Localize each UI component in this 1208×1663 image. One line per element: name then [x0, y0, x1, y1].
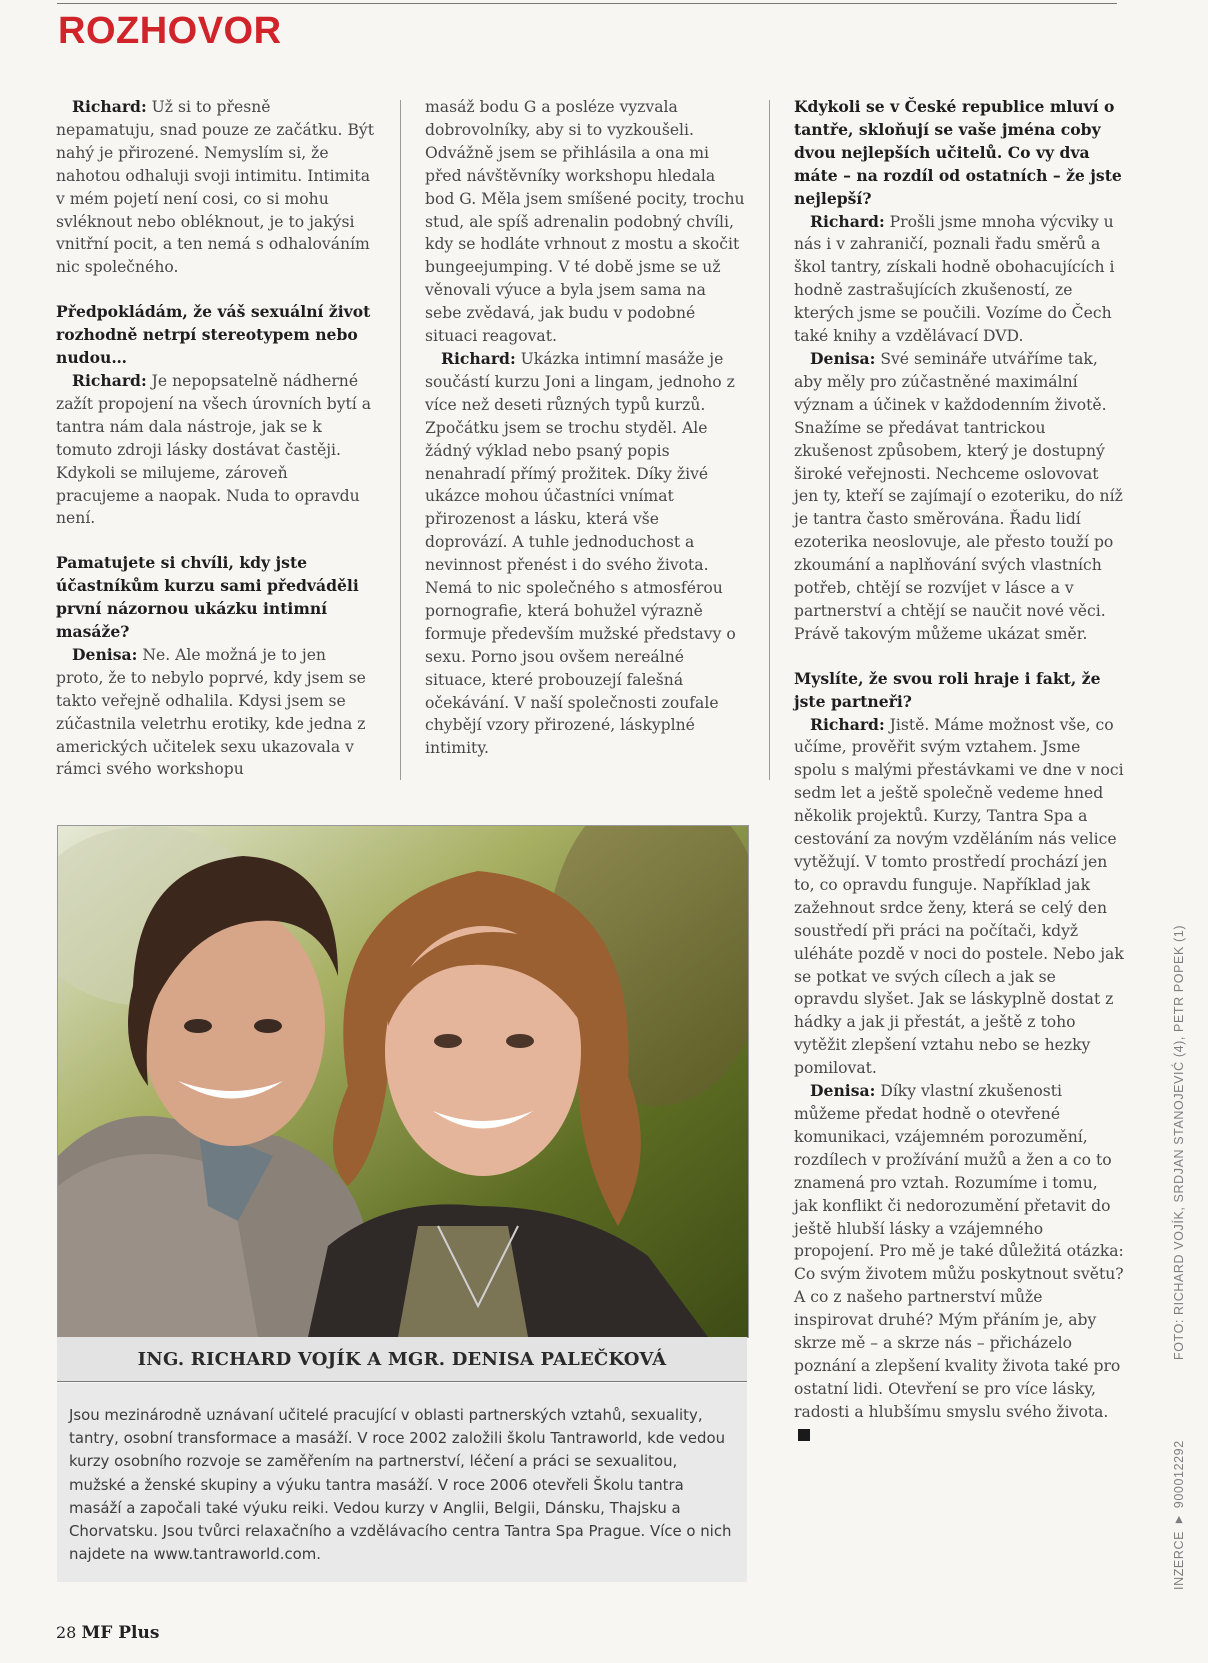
photo-credit: FOTO: RICHARD VOJÍK, SRDJAN STANOJEVIĆ (4), PETR POPEK (1) [1172, 924, 1186, 1360]
photo-caption-title: ING. RICHARD VOJÍK A MGR. DENISA PALEČKOVÁ [137, 1348, 667, 1370]
top-rule [57, 3, 1117, 4]
answer-text: Své semináře utváříme tak, aby měly pro zúčastněné maximální význam a účinek v každodenním životě. Snažíme se předávat tantrickou zkušenost způsobem, který je dostupný široké veřejnosti. Nechceme oslovovat jen ty, kteří se zajímají o ezoteriku, do níž je tantra často směrována. Řadu lidí ezoterika neoslovuje, ale přesto touží po zkoumání a naplňování svých vlastních potřeb, chtějí se rozvíjet v lásce a v partnerství a chtějí se naučit nové věci. Právě takovým můžeme ukázat směr. [794, 349, 1123, 643]
interview-question: Předpokládám, že váš sexuální život rozhodně netrpí stereotypem nebo nudou… [56, 302, 371, 368]
article-column-2 [425, 96, 745, 760]
column-divider [400, 100, 401, 780]
speaker-label: Richard: [72, 370, 147, 390]
answer-paragraph: masáž bodu G a posléze vyzvala dobrovolníky, aby si to vyzkoušeli. Odvážně jsem se přihlásila a ona mi před návštěvníky workshopu hledala bod G. Měla jsem smíšené pocity, trochu stud, ale spíš adrenalin podobný chvíli, kdy se hodláte vrhnout z mostu a skočit bungeejumping. V té době jsme se už věnovali výuce a byla jsem sama na sebe zvědavá, jak budu v podobné situaci reagovat. [425, 98, 745, 346]
answer-text: Už si to přesně nepamatuju, snad pouze ze začátku. Být nahý je přirozené. Nemyslím si, že nahotou odhaluji svoji intimitu. Intimita v mém pojetí není cosi, co si mohu svléknout nebo obléknout, je to jakýsi vnitřní pocit, a ten nemá s odhalováním nic společného. [56, 98, 374, 277]
speaker-label: Richard: [441, 348, 516, 368]
end-of-article-mark [798, 1429, 810, 1441]
answer-text: Ne. Ale možná je to jen proto, že to nebylo poprvé, kdy jsem se takto veřejně odhalila. Kdysi jsem se zúčastnila veletrhu erotiky, kde jedna z amerických učitelek sexu ukazovala v rámci svého workshopu [56, 645, 366, 779]
speaker-label: Denisa: [72, 644, 138, 664]
interview-question: Myslíte, že svou roli hraje i fakt, že jste partneři? [794, 668, 1101, 711]
speaker-label: Richard: [810, 714, 885, 734]
answer-paragraph [56, 370, 374, 530]
answer-paragraph [794, 211, 1124, 348]
speaker-label: Richard: [72, 97, 147, 116]
answer-paragraph [794, 348, 1124, 646]
interview-question: Kdykoli se v České republice mluví o tantře, skloňují se vaše jména coby dvou nejlepších učitelů. Co vy dva máte – na rozdíl od ostatních – že jste nejlepší? [794, 97, 1122, 208]
ad-code: INZERCE ▼ 900012292 [1172, 1440, 1186, 1590]
answer-paragraph [56, 96, 374, 279]
answer-paragraph [794, 714, 1124, 1081]
article-column-1 [56, 96, 374, 781]
answer-text: Je nepopsatelně nádherné zažít propojení na všech úrovních bytí a tantra nám dala nástroje, jak se k tomuto zdroji lásky dostávat častěji. Kdykoli se milujeme, zároveň pracujeme a naopak. Nuda to opravdu není. [56, 371, 372, 528]
portrait-photo [57, 825, 749, 1338]
photo-caption-bar [57, 1337, 747, 1382]
speaker-label: Denisa: [810, 348, 876, 368]
column-divider [769, 100, 770, 780]
answer-text: Prošli jsme mnoha výcviky u nás i v zahraničí, poznali řadu směrů a škol tantry, získali hodně obohacujících i hodně zastrašujících zkušeností, ze kterých jsme se poučili. Vozíme do Čech také knihy a vzdělávací DVD. [794, 212, 1115, 346]
magazine-name: MF Plus [81, 1623, 160, 1643]
answer-text: Jistě. Máme možnost vše, co učíme, prověřit svým vztahem. Jsme spolu s malými přestávkami ve dne v noci sedm let a ještě společně vedeme hned několik projektů. Kurzy, Tantra Spa a cestování za novým vzděláním nás velice vytěžují. V tomto prostředí prochází jen to, co opravdu funguje. Například jak zažehnout srdce ženy, která se celý den soustředí při práci na počítači, když uléháte pozdě v noci do postele. Nebo jak se potkat ve svých cílech a jak se opravdu slyšet. Jak se láskyplně dostat z hádky a jak ji přestát, a ještě z toho vytěžit zlepšení vztahu nebo se hezky pomilovat. [794, 715, 1124, 1078]
answer-text: Díky vlastní zkušenosti můžeme předat hodně o otevřené komunikaci, vzájemném porozumění, rozdílech v prožívání mužů a žen a co to znamená pro vztah. Rozumíme i tomu, jak konflikt či nedorozumění přetavit do ještě hlubší lásky a vzájemného propojení. Pro mě je také důležitá otázka: Co svým životem můžu poskytnout světu? A co z našeho partnerství může inspirovat druhé? Mým přáním je, aby skrze mě – a skrze nás – přicházelo poznání a zlepšení kvality života také pro ostatní lidi. Otevření se pro více lásky, radosti a hlubšímu smyslu svého života. [794, 1082, 1124, 1421]
portrait-illustration [58, 826, 748, 1337]
page-number: 28 [56, 1623, 77, 1642]
page-footer [56, 1623, 159, 1643]
bio-box: Jsou mezinárodně uznávaní učitelé pracující v oblasti partnerských vztahů, sexuality, tantry, osobní transformace a masáží. V roce 2002 založili školu Tantraworld, kde vedou kurzy osobního rozvoje se zaměřením na partnerství, léčení a práci se sexualitou, mužské a ženské skupiny a výuku tantra masáží. V roce 2006 otevřeli Školu tantra masáží a započali také výuku reiki. Vedou kurzy v Anglii, Belgii, Dánsku, Thajsku a Chorvatsku. Jsou tvůrci relaxačního a vzdělávacího centra Tantra Spa Prague. Více o nich najdete na www.tantraworld.com. [57, 1383, 747, 1582]
answer-text: Ukázka intimní masáže je součástí kurzu Joni a lingam, jednoho z více než deseti různých typů kurzů. Zpočátku jsem se trochu styděl. Ale žádný výklad nebo psaný popis nenahradí přímý prožitek. Díky živé ukázce mohou účastníci vnímat přirozenost a lásku, která vše doprovází. A tuhle jednoduchost a nevinnost přenést i do svého života. Nemá to nic společného s atmosférou pornografie, která bohužel výrazně formuje především mužské představy o sexu. Porno jsou ovšem nereálné situace, které probouzejí falešná očekávání. V naší společnosti zoufale chybějí vzory přirozené, láskyplné intimity. [425, 349, 736, 758]
article-column-3 [794, 96, 1124, 1447]
speaker-label: Richard: [810, 211, 885, 231]
answer-paragraph [425, 348, 745, 760]
answer-paragraph [56, 644, 374, 781]
interview-question: Pamatujete si chvíli, kdy jste účastníkům kurzu sami předváděli první názornou ukázku intimní masáže? [56, 553, 359, 642]
section-rubric: ROZHOVOR [58, 10, 282, 52]
answer-paragraph [794, 1080, 1124, 1447]
speaker-label: Denisa: [810, 1081, 876, 1101]
